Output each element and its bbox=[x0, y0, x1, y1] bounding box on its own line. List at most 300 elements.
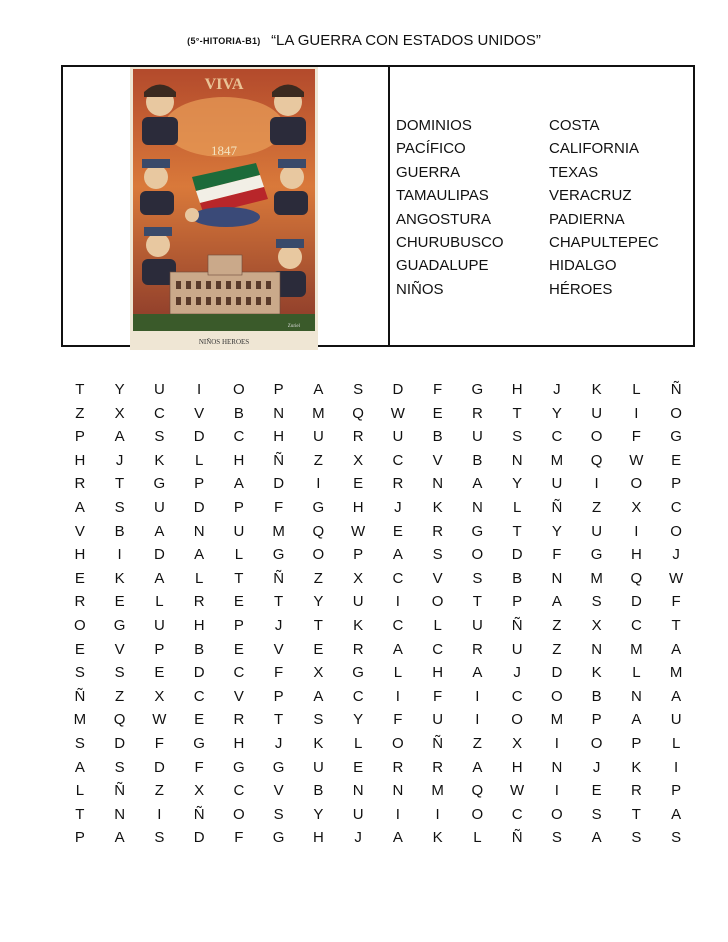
grid-letter[interactable]: Y bbox=[313, 805, 324, 823]
grid-letter[interactable]: M bbox=[550, 451, 564, 469]
grid-letter[interactable]: B bbox=[114, 522, 125, 540]
grid-letter[interactable]: O bbox=[590, 734, 603, 752]
grid-letter[interactable]: I bbox=[475, 687, 480, 705]
grid-letter[interactable]: E bbox=[313, 640, 324, 658]
grid-letter[interactable]: N bbox=[630, 687, 642, 705]
grid-letter[interactable]: H bbox=[511, 758, 523, 776]
grid-letter[interactable]: K bbox=[591, 381, 602, 398]
grid-letter[interactable]: T bbox=[671, 616, 681, 634]
grid-letter[interactable]: H bbox=[273, 428, 285, 446]
grid-letter[interactable]: B bbox=[194, 640, 205, 658]
grid-letter[interactable]: I bbox=[634, 404, 639, 422]
grid-letter[interactable]: N bbox=[551, 569, 563, 587]
grid-letter[interactable]: S bbox=[114, 758, 125, 776]
grid-letter[interactable]: S bbox=[114, 664, 125, 682]
grid-letter[interactable]: S bbox=[273, 805, 284, 823]
grid-letter[interactable]: I bbox=[395, 593, 400, 611]
grid-letter[interactable]: O bbox=[670, 522, 682, 540]
grid-letter[interactable]: A bbox=[392, 640, 403, 658]
grid-letter[interactable]: K bbox=[631, 758, 642, 776]
grid-letter[interactable]: D bbox=[273, 475, 285, 493]
grid-letter[interactable]: O bbox=[551, 687, 563, 705]
grid-letter[interactable]: D bbox=[630, 593, 642, 611]
grid-letter[interactable]: M bbox=[272, 522, 285, 540]
grid-letter[interactable]: S bbox=[154, 829, 165, 847]
grid-letter[interactable]: X bbox=[353, 451, 364, 469]
grid-letter[interactable]: P bbox=[512, 593, 523, 611]
grid-letter[interactable]: Ñ bbox=[551, 498, 563, 516]
grid-letter[interactable]: N bbox=[511, 451, 523, 469]
grid-letter[interactable]: N bbox=[392, 782, 404, 800]
grid-letter[interactable]: G bbox=[670, 428, 682, 446]
grid-letter[interactable]: S bbox=[353, 381, 364, 398]
grid-letter[interactable]: A bbox=[551, 593, 562, 611]
grid-letter[interactable]: E bbox=[194, 711, 205, 729]
grid-letter[interactable]: R bbox=[74, 475, 86, 493]
grid-letter[interactable]: Q bbox=[352, 404, 364, 422]
grid-letter[interactable]: O bbox=[590, 428, 603, 446]
grid-letter[interactable]: U bbox=[352, 805, 364, 823]
grid-letter[interactable]: D bbox=[153, 546, 165, 564]
grid-letter[interactable]: Y bbox=[512, 475, 523, 493]
grid-letter[interactable]: A bbox=[631, 711, 642, 729]
grid-letter[interactable]: A bbox=[313, 687, 324, 705]
grid-letter[interactable]: H bbox=[630, 546, 642, 564]
grid-letter[interactable]: U bbox=[153, 381, 165, 398]
grid-letter[interactable]: D bbox=[193, 498, 205, 516]
grid-letter[interactable]: U bbox=[511, 640, 523, 658]
grid-letter[interactable]: P bbox=[233, 498, 244, 516]
grid-letter[interactable]: R bbox=[352, 428, 364, 446]
grid-letter[interactable]: S bbox=[472, 569, 483, 587]
grid-letter[interactable]: W bbox=[152, 711, 167, 729]
grid-letter[interactable]: A bbox=[114, 829, 125, 847]
grid-letter[interactable]: T bbox=[274, 593, 284, 611]
grid-letter[interactable]: V bbox=[114, 640, 125, 658]
grid-letter[interactable]: Z bbox=[472, 734, 482, 752]
grid-letter[interactable]: F bbox=[154, 734, 164, 752]
grid-letter[interactable]: N bbox=[193, 522, 205, 540]
grid-letter[interactable]: B bbox=[432, 428, 443, 446]
grid-letter[interactable]: A bbox=[392, 829, 403, 847]
grid-letter[interactable]: P bbox=[671, 475, 682, 493]
grid-letter[interactable]: C bbox=[432, 640, 444, 658]
grid-letter[interactable]: K bbox=[591, 664, 602, 682]
grid-letter[interactable]: H bbox=[233, 734, 245, 752]
grid-letter[interactable]: V bbox=[432, 451, 443, 469]
grid-letter[interactable]: K bbox=[432, 829, 443, 847]
grid-letter[interactable]: H bbox=[312, 829, 324, 847]
grid-letter[interactable]: Z bbox=[154, 782, 164, 800]
grid-letter[interactable]: I bbox=[554, 734, 559, 752]
grid-letter[interactable]: E bbox=[233, 593, 244, 611]
grid-letter[interactable]: Ñ bbox=[74, 687, 86, 705]
grid-letter[interactable]: V bbox=[432, 569, 443, 587]
grid-letter[interactable]: D bbox=[153, 758, 165, 776]
grid-letter[interactable]: W bbox=[351, 522, 366, 540]
grid-letter[interactable]: A bbox=[194, 546, 205, 564]
grid-letter[interactable]: I bbox=[435, 805, 440, 823]
grid-letter[interactable]: R bbox=[392, 758, 404, 776]
grid-letter[interactable]: V bbox=[273, 640, 284, 658]
grid-letter[interactable]: T bbox=[512, 404, 522, 422]
grid-letter[interactable]: S bbox=[671, 829, 682, 847]
grid-letter[interactable]: A bbox=[671, 687, 682, 705]
grid-letter[interactable]: T bbox=[234, 569, 244, 587]
grid-letter[interactable]: M bbox=[630, 640, 643, 658]
grid-letter[interactable]: U bbox=[312, 428, 324, 446]
grid-letter[interactable]: O bbox=[392, 734, 404, 752]
grid-letter[interactable]: A bbox=[671, 640, 682, 658]
grid-letter[interactable]: U bbox=[352, 593, 364, 611]
grid-letter[interactable]: I bbox=[316, 475, 321, 493]
grid-letter[interactable]: S bbox=[591, 593, 602, 611]
grid-letter[interactable]: U bbox=[591, 404, 603, 422]
grid-letter[interactable]: B bbox=[512, 569, 523, 587]
grid-letter[interactable]: E bbox=[392, 522, 403, 540]
grid-letter[interactable]: F bbox=[433, 687, 443, 705]
grid-letter[interactable]: U bbox=[551, 475, 563, 493]
grid-letter[interactable]: O bbox=[551, 805, 563, 823]
grid-letter[interactable]: F bbox=[274, 498, 284, 516]
grid-letter[interactable]: V bbox=[273, 782, 284, 800]
grid-letter[interactable]: L bbox=[671, 734, 681, 752]
grid-letter[interactable]: C bbox=[551, 428, 563, 446]
grid-letter[interactable]: G bbox=[471, 522, 484, 540]
grid-letter[interactable]: Q bbox=[113, 711, 126, 729]
grid-letter[interactable]: M bbox=[669, 664, 683, 682]
grid-letter[interactable]: U bbox=[392, 428, 404, 446]
grid-letter[interactable]: E bbox=[353, 475, 364, 493]
grid-letter[interactable]: X bbox=[512, 734, 523, 752]
grid-letter[interactable]: X bbox=[114, 404, 125, 422]
grid-letter[interactable]: H bbox=[432, 664, 444, 682]
grid-letter[interactable]: K bbox=[353, 616, 364, 634]
grid-letter[interactable]: B bbox=[313, 782, 324, 800]
grid-letter[interactable]: N bbox=[114, 805, 126, 823]
grid-letter[interactable]: I bbox=[157, 805, 162, 823]
grid-letter[interactable]: O bbox=[74, 616, 86, 634]
grid-letter[interactable]: E bbox=[671, 451, 682, 469]
grid-letter[interactable]: P bbox=[273, 381, 284, 398]
grid-letter[interactable]: X bbox=[194, 782, 205, 800]
grid-letter[interactable]: V bbox=[74, 522, 85, 540]
grid-letter[interactable]: H bbox=[233, 451, 245, 469]
grid-letter[interactable]: Q bbox=[471, 782, 484, 800]
grid-letter[interactable]: A bbox=[472, 758, 483, 776]
grid-letter[interactable]: Q bbox=[590, 451, 603, 469]
grid-letter[interactable]: F bbox=[194, 758, 204, 776]
grid-letter[interactable]: Y bbox=[114, 381, 125, 398]
grid-letter[interactable]: R bbox=[630, 782, 642, 800]
grid-letter[interactable]: D bbox=[551, 664, 563, 682]
grid-letter[interactable]: L bbox=[234, 546, 244, 564]
grid-letter[interactable]: I bbox=[395, 805, 400, 823]
grid-letter[interactable]: W bbox=[390, 404, 405, 422]
grid-letter[interactable]: J bbox=[394, 498, 402, 516]
grid-letter[interactable]: Y bbox=[313, 593, 324, 611]
grid-letter[interactable]: P bbox=[194, 475, 205, 493]
grid-letter[interactable]: D bbox=[193, 829, 205, 847]
grid-letter[interactable]: U bbox=[432, 711, 444, 729]
grid-letter[interactable]: S bbox=[154, 428, 165, 446]
grid-letter[interactable]: C bbox=[392, 616, 404, 634]
grid-letter[interactable]: O bbox=[312, 546, 325, 564]
grid-letter[interactable]: F bbox=[393, 711, 403, 729]
grid-letter[interactable]: I bbox=[554, 782, 559, 800]
grid-letter[interactable]: B bbox=[591, 687, 602, 705]
grid-letter[interactable]: R bbox=[392, 475, 404, 493]
grid-letter[interactable]: O bbox=[431, 593, 444, 611]
grid-letter[interactable]: C bbox=[233, 428, 245, 446]
grid-letter[interactable]: V bbox=[194, 404, 205, 422]
grid-letter[interactable]: G bbox=[272, 546, 285, 564]
grid-letter[interactable]: L bbox=[353, 734, 363, 752]
grid-letter[interactable]: R bbox=[352, 640, 364, 658]
grid-letter[interactable]: E bbox=[74, 640, 85, 658]
grid-letter[interactable]: X bbox=[591, 616, 602, 634]
grid-letter[interactable]: G bbox=[471, 381, 484, 398]
grid-letter[interactable]: R bbox=[193, 593, 205, 611]
grid-letter[interactable]: D bbox=[114, 734, 126, 752]
grid-letter[interactable]: I bbox=[197, 381, 202, 398]
grid-letter[interactable]: T bbox=[512, 522, 522, 540]
grid-letter[interactable]: S bbox=[114, 498, 125, 516]
grid-letter[interactable]: T bbox=[274, 711, 284, 729]
grid-letter[interactable]: A bbox=[313, 381, 324, 398]
grid-letter[interactable]: G bbox=[590, 546, 603, 564]
grid-letter[interactable]: F bbox=[631, 428, 641, 446]
grid-letter[interactable]: S bbox=[432, 546, 443, 564]
grid-letter[interactable]: J bbox=[553, 381, 561, 398]
grid-letter[interactable]: U bbox=[312, 758, 324, 776]
grid-letter[interactable]: A bbox=[233, 475, 244, 493]
grid-letter[interactable]: Ñ bbox=[273, 451, 285, 469]
grid-letter[interactable]: F bbox=[234, 829, 244, 847]
grid-letter[interactable]: C bbox=[630, 616, 642, 634]
grid-letter[interactable]: Z bbox=[75, 404, 85, 422]
grid-letter[interactable]: P bbox=[74, 428, 85, 446]
grid-letter[interactable]: T bbox=[75, 805, 85, 823]
grid-letter[interactable]: T bbox=[631, 805, 641, 823]
grid-letter[interactable]: Z bbox=[115, 687, 125, 705]
grid-letter[interactable]: V bbox=[233, 687, 244, 705]
grid-letter[interactable]: S bbox=[74, 734, 85, 752]
grid-letter[interactable]: T bbox=[472, 593, 482, 611]
grid-letter[interactable]: J bbox=[354, 829, 362, 847]
grid-letter[interactable]: M bbox=[550, 711, 564, 729]
grid-letter[interactable]: J bbox=[274, 734, 283, 752]
grid-letter[interactable]: S bbox=[551, 829, 562, 847]
grid-letter[interactable]: R bbox=[471, 404, 483, 422]
grid-letter[interactable]: P bbox=[631, 734, 642, 752]
grid-letter[interactable]: E bbox=[233, 640, 244, 658]
grid-letter[interactable]: I bbox=[594, 475, 599, 493]
grid-letter[interactable]: P bbox=[353, 546, 364, 564]
grid-letter[interactable]: Ñ bbox=[432, 734, 444, 752]
grid-letter[interactable]: N bbox=[352, 782, 364, 800]
grid-letter[interactable]: P bbox=[273, 687, 284, 705]
grid-letter[interactable]: Ñ bbox=[114, 782, 126, 800]
grid-letter[interactable]: L bbox=[393, 664, 403, 682]
grid-letter[interactable]: A bbox=[74, 758, 85, 776]
grid-letter[interactable]: T bbox=[115, 475, 125, 493]
grid-letter[interactable]: L bbox=[155, 593, 164, 611]
grid-letter[interactable]: M bbox=[590, 569, 603, 587]
grid-letter[interactable]: B bbox=[472, 451, 483, 469]
grid-letter[interactable]: S bbox=[591, 805, 602, 823]
grid-letter[interactable]: D bbox=[392, 381, 404, 398]
grid-letter[interactable]: U bbox=[233, 522, 245, 540]
grid-letter[interactable]: H bbox=[74, 546, 86, 564]
grid-letter[interactable]: X bbox=[631, 498, 642, 516]
grid-letter[interactable]: R bbox=[74, 593, 86, 611]
grid-letter[interactable]: C bbox=[153, 404, 165, 422]
grid-letter[interactable]: A bbox=[472, 664, 483, 682]
grid-letter[interactable]: A bbox=[671, 805, 682, 823]
grid-letter[interactable]: B bbox=[233, 404, 244, 422]
grid-letter[interactable]: Z bbox=[313, 451, 323, 469]
grid-letter[interactable]: J bbox=[592, 758, 601, 776]
grid-letter[interactable]: H bbox=[193, 616, 205, 634]
grid-letter[interactable]: K bbox=[114, 569, 125, 587]
grid-letter[interactable]: O bbox=[471, 805, 484, 823]
grid-letter[interactable]: M bbox=[312, 404, 325, 422]
grid-letter[interactable]: X bbox=[313, 664, 324, 682]
grid-letter[interactable]: U bbox=[153, 498, 165, 516]
grid-letter[interactable]: U bbox=[670, 711, 682, 729]
grid-letter[interactable]: Z bbox=[592, 498, 602, 516]
grid-letter[interactable]: P bbox=[74, 829, 85, 847]
grid-letter[interactable]: N bbox=[551, 758, 563, 776]
grid-letter[interactable]: E bbox=[353, 758, 364, 776]
grid-letter[interactable]: W bbox=[510, 782, 525, 800]
grid-letter[interactable]: I bbox=[117, 546, 122, 564]
grid-letter[interactable]: U bbox=[591, 522, 603, 540]
grid-letter[interactable]: S bbox=[631, 829, 642, 847]
grid-letter[interactable]: M bbox=[431, 782, 444, 800]
grid-letter[interactable]: D bbox=[511, 546, 523, 564]
grid-letter[interactable]: W bbox=[629, 451, 644, 469]
grid-letter[interactable]: O bbox=[630, 475, 643, 493]
grid-letter[interactable]: O bbox=[233, 805, 245, 823]
grid-letter[interactable]: K bbox=[154, 451, 165, 469]
grid-letter[interactable]: I bbox=[674, 758, 679, 776]
grid-letter[interactable]: U bbox=[471, 616, 483, 634]
grid-letter[interactable]: Ñ bbox=[511, 616, 523, 634]
grid-letter[interactable]: L bbox=[75, 782, 85, 800]
grid-letter[interactable]: T bbox=[313, 616, 323, 634]
grid-letter[interactable]: D bbox=[193, 664, 205, 682]
grid-letter[interactable]: G bbox=[272, 758, 285, 776]
grid-letter[interactable]: L bbox=[194, 451, 204, 469]
grid-letter[interactable]: A bbox=[472, 475, 483, 493]
grid-letter[interactable]: Y bbox=[353, 711, 364, 729]
grid-letter[interactable]: Q bbox=[630, 569, 643, 587]
grid-letter[interactable]: A bbox=[591, 829, 602, 847]
grid-letter[interactable]: A bbox=[154, 569, 165, 587]
grid-letter[interactable]: X bbox=[353, 569, 364, 587]
grid-letter[interactable]: N bbox=[591, 640, 603, 658]
grid-letter[interactable]: J bbox=[274, 616, 283, 634]
grid-letter[interactable]: J bbox=[115, 451, 124, 469]
grid-letter[interactable]: Z bbox=[552, 616, 562, 634]
grid-letter[interactable]: R bbox=[233, 711, 245, 729]
grid-letter[interactable]: O bbox=[471, 546, 484, 564]
grid-letter[interactable]: O bbox=[670, 404, 682, 422]
grid-letter[interactable]: F bbox=[671, 593, 681, 611]
grid-letter[interactable]: A bbox=[114, 428, 125, 446]
grid-letter[interactable]: P bbox=[154, 640, 165, 658]
grid-letter[interactable]: F bbox=[274, 664, 284, 682]
grid-letter[interactable]: H bbox=[74, 451, 86, 469]
grid-letter[interactable]: E bbox=[74, 569, 85, 587]
grid-letter[interactable]: F bbox=[552, 546, 562, 564]
grid-letter[interactable]: A bbox=[154, 522, 165, 540]
grid-letter[interactable]: C bbox=[392, 451, 404, 469]
grid-letter[interactable]: O bbox=[233, 381, 245, 398]
grid-letter[interactable]: G bbox=[312, 498, 325, 516]
grid-letter[interactable]: X bbox=[154, 687, 165, 705]
grid-letter[interactable]: G bbox=[153, 475, 166, 493]
grid-letter[interactable]: D bbox=[193, 428, 205, 446]
grid-letter[interactable]: F bbox=[433, 381, 443, 398]
grid-letter[interactable]: E bbox=[432, 404, 443, 422]
grid-letter[interactable]: G bbox=[193, 734, 205, 752]
grid-letter[interactable]: P bbox=[671, 782, 682, 800]
grid-letter[interactable]: H bbox=[511, 381, 523, 398]
grid-letter[interactable]: I bbox=[475, 711, 480, 729]
grid-letter[interactable]: G bbox=[233, 758, 245, 776]
grid-letter[interactable]: U bbox=[471, 428, 483, 446]
grid-letter[interactable]: S bbox=[313, 711, 324, 729]
grid-letter[interactable]: C bbox=[233, 664, 245, 682]
grid-letter[interactable]: A bbox=[74, 498, 85, 516]
grid-letter[interactable]: I bbox=[395, 687, 400, 705]
grid-letter[interactable]: G bbox=[352, 664, 364, 682]
grid-letter[interactable]: L bbox=[473, 829, 482, 847]
grid-letter[interactable]: C bbox=[511, 687, 523, 705]
grid-letter[interactable]: L bbox=[512, 498, 522, 516]
grid-letter[interactable]: Ñ bbox=[670, 381, 682, 398]
grid-letter[interactable]: C bbox=[670, 498, 682, 516]
grid-letter[interactable]: O bbox=[511, 711, 523, 729]
grid-letter[interactable]: C bbox=[392, 569, 404, 587]
grid-letter[interactable]: C bbox=[352, 687, 364, 705]
grid-letter[interactable]: Y bbox=[551, 522, 562, 540]
grid-letter[interactable]: K bbox=[313, 734, 324, 752]
grid-letter[interactable]: Ñ bbox=[273, 569, 285, 587]
grid-letter[interactable]: Z bbox=[313, 569, 323, 587]
grid-letter[interactable]: E bbox=[154, 664, 165, 682]
grid-letter[interactable]: C bbox=[233, 782, 245, 800]
grid-letter[interactable]: Ñ bbox=[193, 805, 205, 823]
grid-letter[interactable]: K bbox=[432, 498, 443, 516]
grid-letter[interactable]: C bbox=[511, 805, 523, 823]
grid-letter[interactable]: G bbox=[113, 616, 126, 634]
grid-letter[interactable]: T bbox=[75, 381, 85, 398]
grid-letter[interactable]: Y bbox=[551, 404, 562, 422]
grid-letter[interactable]: Ñ bbox=[511, 829, 523, 847]
grid-letter[interactable]: L bbox=[194, 569, 204, 587]
grid-letter[interactable]: R bbox=[471, 640, 483, 658]
grid-letter[interactable]: L bbox=[433, 616, 442, 634]
grid-letter[interactable]: S bbox=[512, 428, 523, 446]
grid-letter[interactable]: P bbox=[591, 711, 602, 729]
grid-letter[interactable]: A bbox=[392, 546, 403, 564]
grid-letter[interactable]: L bbox=[632, 664, 641, 682]
grid-letter[interactable]: H bbox=[352, 498, 364, 516]
